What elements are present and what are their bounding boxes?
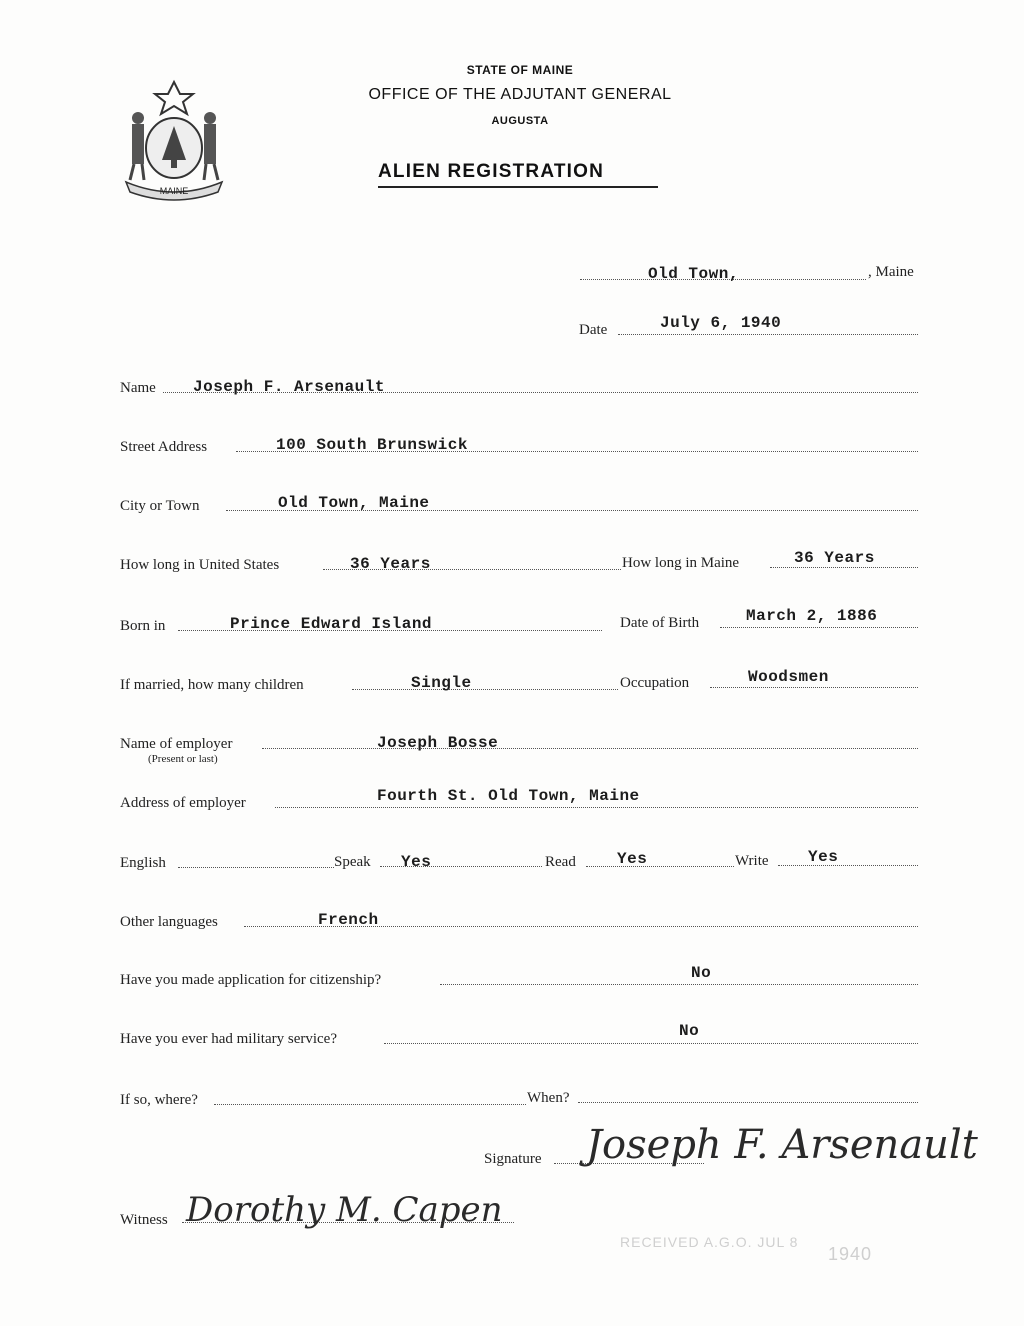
- dob-label: Date of Birth: [620, 615, 700, 631]
- other-languages-label: Other languages: [120, 914, 218, 930]
- employer-address-label: Address of employer: [120, 795, 246, 811]
- speak-value: Yes: [401, 853, 432, 871]
- citizenship-line: [440, 984, 918, 985]
- employer-address-value: Fourth St. Old Town, Maine: [377, 787, 640, 805]
- employer-line: [262, 748, 918, 749]
- city-value: Old Town, Maine: [278, 494, 430, 512]
- witness-label: Witness: [120, 1212, 168, 1228]
- header-office: OFFICE OF THE ADJUTANT GENERAL: [368, 86, 672, 103]
- page-title: ALIEN REGISTRATION: [378, 161, 605, 182]
- us-length-label: How long in United States: [120, 557, 280, 573]
- born-value: Prince Edward Island: [230, 615, 433, 633]
- employer-sublabel: (Present or last): [148, 753, 218, 765]
- when-line: [578, 1102, 918, 1103]
- english-line: [178, 867, 334, 868]
- english-label: English: [120, 855, 166, 871]
- maine-length-value: 36 Years: [794, 549, 875, 567]
- citizenship-value: No: [691, 964, 712, 982]
- write-value: Yes: [808, 848, 839, 866]
- military-label: Have you ever had military service?: [120, 1031, 337, 1047]
- where-line: [214, 1104, 526, 1105]
- write-label: Write: [735, 853, 769, 869]
- place-value: Old Town,: [648, 265, 739, 283]
- born-label: Born in: [120, 618, 166, 634]
- title-underline: [378, 186, 658, 188]
- when-label: When?: [527, 1090, 570, 1106]
- header-city: AUGUSTA: [491, 115, 549, 127]
- witness-handwriting: Dorothy M. Capen: [186, 1190, 503, 1230]
- us-length-value: 36 Years: [350, 555, 431, 573]
- occupation-value: Woodsmen: [748, 668, 829, 686]
- children-label: If married, how many children: [120, 677, 304, 693]
- maine-length-line: [770, 567, 918, 568]
- signature-handwriting: Joseph F. Arsenault: [586, 1122, 978, 1168]
- read-label: Read: [545, 854, 576, 870]
- seal-banner: MAINE: [159, 186, 189, 196]
- read-value: Yes: [617, 850, 648, 868]
- place-suffix: , Maine: [868, 264, 914, 280]
- speak-label: Speak: [334, 854, 371, 870]
- city-label: City or Town: [120, 498, 200, 514]
- read-line: [586, 866, 734, 867]
- street-value: 100 South Brunswick: [276, 436, 468, 454]
- date-value: July 6, 1940: [660, 314, 782, 332]
- other-languages-value: French: [318, 911, 379, 929]
- employer-value: Joseph Bosse: [377, 734, 499, 752]
- street-label: Street Address: [120, 439, 208, 455]
- dob-line: [720, 627, 918, 628]
- maine-length-label: How long in Maine: [622, 555, 740, 571]
- occupation-label: Occupation: [620, 675, 690, 691]
- name-value: Joseph F. Arsenault: [193, 378, 385, 396]
- occupation-line: [710, 687, 918, 688]
- received-stamp: RECEIVED A.G.O. JUL 8: [620, 1234, 799, 1250]
- military-value: No: [679, 1022, 700, 1040]
- dob-value: March 2, 1886: [746, 607, 878, 625]
- header-state: STATE OF MAINE: [466, 63, 574, 77]
- write-line: [778, 865, 918, 866]
- date-label: Date: [579, 322, 608, 338]
- employer-address-line: [275, 807, 918, 808]
- received-stamp-year: 1940: [828, 1244, 873, 1264]
- where-label: If so, where?: [120, 1092, 198, 1108]
- signature-label: Signature: [484, 1151, 542, 1167]
- military-line: [384, 1043, 918, 1044]
- citizenship-label: Have you made application for citizenship?: [120, 972, 382, 988]
- employer-label: Name of employer: [120, 736, 233, 752]
- name-label: Name: [120, 380, 156, 396]
- children-value: Single: [411, 674, 472, 692]
- children-line: [352, 689, 618, 690]
- date-line: [618, 334, 918, 335]
